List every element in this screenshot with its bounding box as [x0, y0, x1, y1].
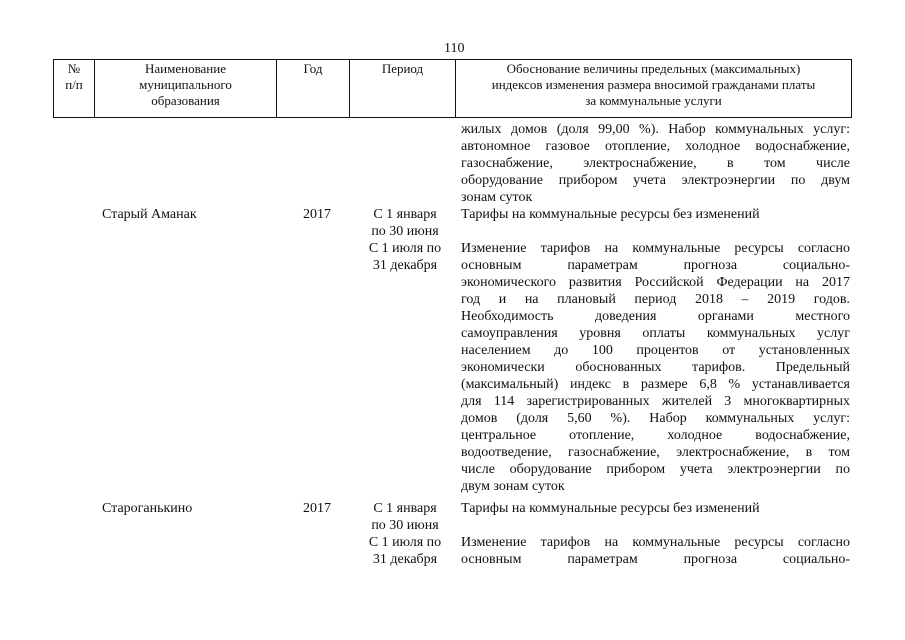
text-line: числе оборудование прибором учета электроэнергии по — [461, 462, 850, 477]
text-line: Изменение тарифов на коммунальные ресурсы согласно — [461, 241, 850, 256]
period-second-half: С 1 июля по 31 декабря — [368, 535, 442, 567]
header-col-year: Год — [303, 61, 323, 76]
text-line: газоснабжение, электроснабжение, в том числе — [461, 156, 850, 171]
period-first-half: С 1 января по 30 июня — [371, 207, 439, 239]
text-line: основным параметрам прогноза социально- — [461, 258, 850, 273]
text-line: год и на плановый период 2018 – 2019 годов. — [461, 292, 850, 307]
header-col-number: № п/п — [65, 61, 83, 92]
text-line: автономное газовое отопление, холодное водоснабжение, — [461, 139, 850, 154]
period-first-half: С 1 января по 30 июня — [371, 501, 439, 533]
year: 2017 — [303, 207, 331, 222]
municipality-name: Старый Аманак — [102, 207, 197, 222]
text-line: двум зонам суток — [461, 479, 565, 494]
justification-text: Тарифы на коммунальные ресурсы без изменений — [461, 501, 760, 516]
justification-text: Тарифы на коммунальные ресурсы без изменений — [461, 207, 760, 222]
year: 2017 — [303, 501, 331, 516]
text-line: оборудование прибором учета электроэнергии по двум — [461, 173, 850, 188]
text-line: Изменение тарифов на коммунальные ресурсы согласно — [461, 535, 850, 550]
municipality-name: Староганькино — [102, 501, 193, 516]
text-line: домов (доля 5,60 %). Набор коммунальных услуг: — [461, 411, 850, 426]
text-line: основным параметрам прогноза социально- — [461, 552, 850, 567]
text-line: экономически обоснованных тарифов. Предельный — [461, 360, 850, 375]
text-line: самоуправления уровня оплаты коммунальных услуг — [461, 326, 850, 341]
text-line: населением до 100 процентов от установленных — [461, 343, 850, 358]
justification-text — [461, 534, 850, 568]
continuation-text — [461, 121, 850, 206]
header-col-justification: Обоснование величины предельных (максимальных) индексов изменения размера вносимой гражданами платы за коммунальные услуги — [491, 61, 816, 108]
text-line: водоотведение, газоснабжение, электроснабжение, в том — [461, 445, 850, 460]
text-line: для 114 зарегистрированных жителей 3 многоквартирных — [461, 394, 850, 409]
justification-text — [461, 240, 850, 495]
header-col-period: Период — [381, 61, 424, 76]
text-line: центральное отопление, холодное водоснабжение, — [461, 428, 850, 443]
period-second-half: С 1 июля по 31 декабря — [368, 241, 442, 273]
text-line: (максимальный) индекс в размере 6,8 % устанавливается — [461, 377, 850, 392]
text-line: жилых домов (доля 99,00 %). Набор коммунальных услуг: — [461, 122, 850, 137]
header-col-municipality: Наименование муниципального образования — [139, 61, 232, 108]
text-line: Необходимость доведения органами местного — [461, 309, 850, 324]
text-line: зонам суток — [461, 190, 533, 205]
text-line: экономического развития Российской Федерации на 2017 — [461, 275, 850, 290]
page-number: 110 — [444, 41, 465, 56]
